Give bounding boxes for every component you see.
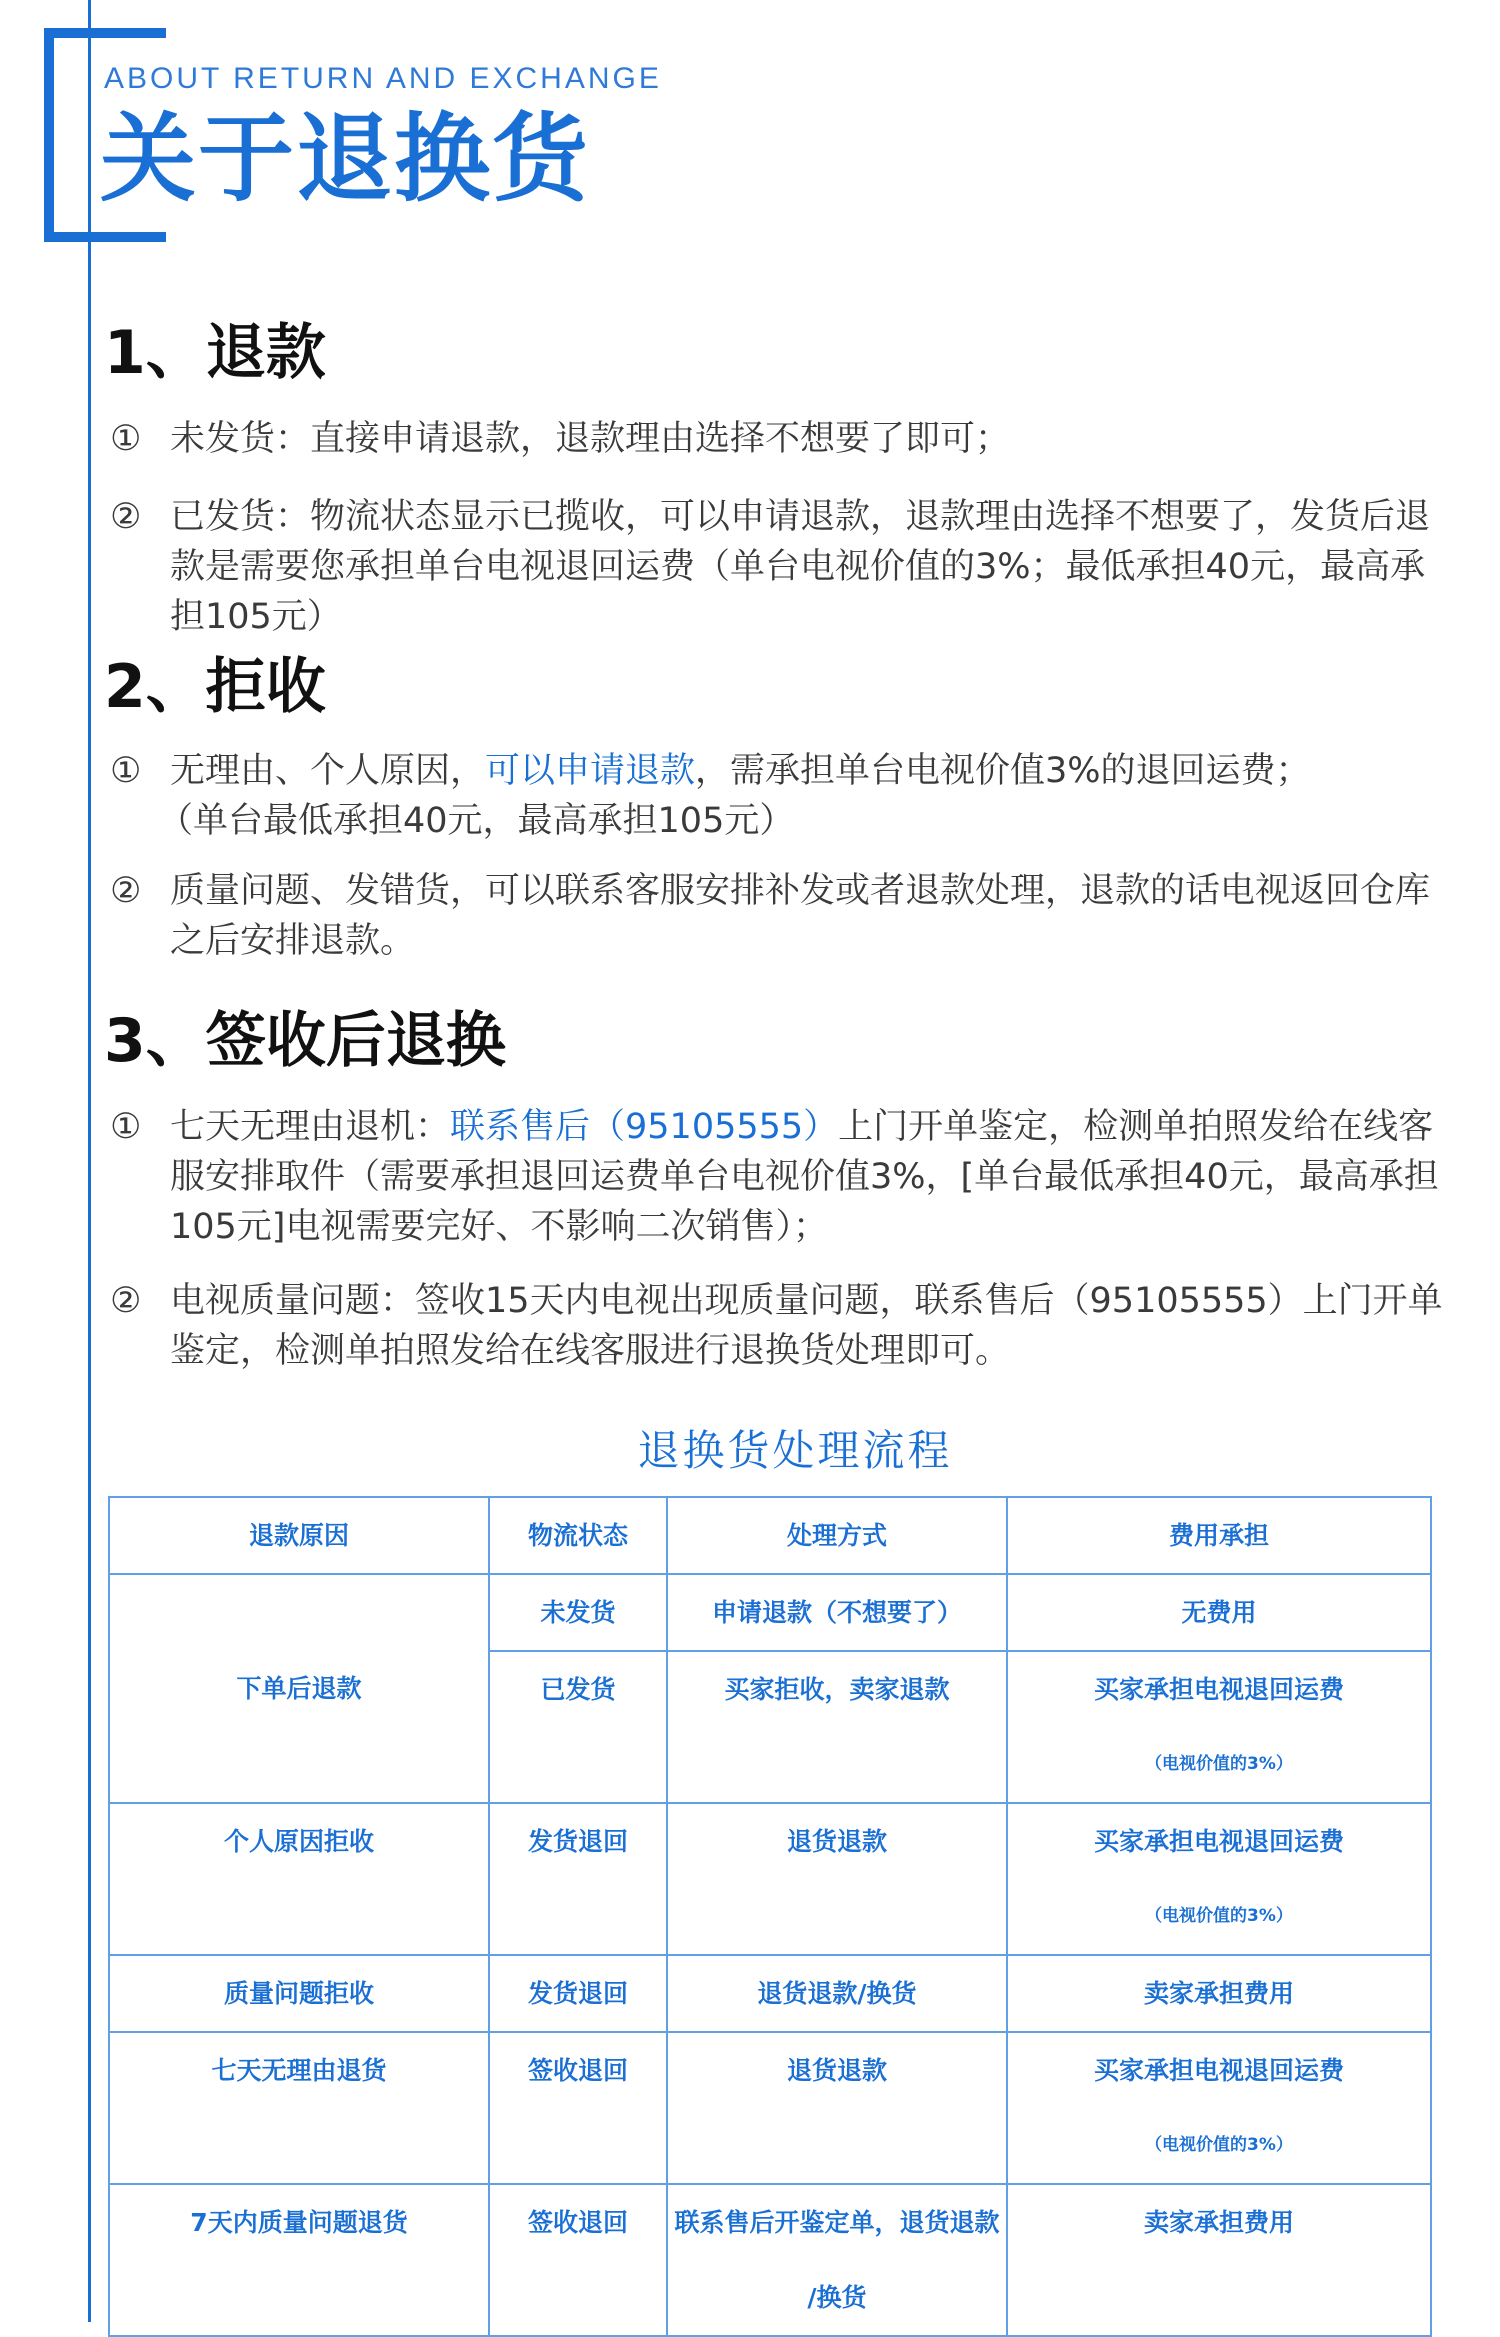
table-row xyxy=(109,2184,1431,2260)
fee-note: （电视价值的3%） xyxy=(1145,2135,1293,2155)
item-text: 已发货：物流状态显示已揽收，可以申请退款，退款理由选择不想要了，发货后退款是需要您承担单台电视退回运费（单台电视价值的3%；最低承担40元，最高承担105元） xyxy=(170,497,1431,637)
fee-note: （电视价值的3%） xyxy=(1145,1906,1293,1926)
item-text: 七天无理由退机：联系售后（95105555）上门开单鉴定，检测单拍照发给在线客服安排取件（需要承担退回运费单台电视价值3%，[单台最低承担40元，最高承担105元]电视需要完好、不影响二次销售）； xyxy=(170,1107,1439,1247)
flow-title: 退换货处理流程 xyxy=(637,1426,953,1475)
fee-note: （电视价值的3%） xyxy=(1145,1754,1293,1774)
table-cell: 买家承担电视退回运费 （电视价值的3%） xyxy=(1007,1651,1431,1803)
table-cell: 退货退款/换货 xyxy=(667,1955,1007,2032)
table-cell: 买家承担电视退回运费 （电视价值的3%） xyxy=(1007,2032,1431,2184)
item-number: ② xyxy=(110,497,142,537)
item-number: ② xyxy=(110,871,142,911)
table-cell: 已发货 xyxy=(489,1651,667,1803)
table-cell: 个人原因拒收 xyxy=(109,1803,489,1955)
list-item xyxy=(110,1102,1460,1252)
section-title-after-sign: 3、签收后退换 xyxy=(104,1006,506,1076)
table-cell: 未发货 xyxy=(489,1574,667,1651)
refund-link[interactable]: 可以申请退款 xyxy=(485,751,696,791)
table-cell: 卖家承担费用 xyxy=(1007,1955,1431,2032)
item-text: 无理由、个人原因，可以申请退款，需承担单台电视价值3%的退回运费； xyxy=(170,751,1311,791)
bracket-decoration xyxy=(44,28,166,38)
table-cell: 质量问题拒收 xyxy=(109,1955,489,2032)
table-row xyxy=(109,1574,1431,1651)
list-item xyxy=(110,492,1460,642)
table-cell: 七天无理由退货 xyxy=(109,2032,489,2184)
item-number: ② xyxy=(110,1281,142,1321)
item-number: ① xyxy=(110,1107,142,1147)
column-header: 费用承担 xyxy=(1007,1497,1431,1574)
item-text: 质量问题、发错货，可以联系客服安排补发或者退款处理，退款的话电视返回仓库之后安排退款。 xyxy=(170,871,1431,961)
table-cell: 卖家承担费用 xyxy=(1007,2184,1431,2336)
table-cell: 下单后退款 xyxy=(109,1574,489,1803)
bracket-decoration xyxy=(44,232,166,242)
list-item xyxy=(110,866,1460,966)
table-header-row xyxy=(109,1497,1431,1574)
column-header: 物流状态 xyxy=(489,1497,667,1574)
list-item xyxy=(110,1276,1460,1376)
column-header: 处理方式 xyxy=(667,1497,1007,1574)
after-sales-link[interactable]: 联系售后（95105555） xyxy=(450,1107,839,1147)
bracket-decoration xyxy=(44,28,54,242)
table-cell: 7天内质量问题退货 xyxy=(109,2184,489,2336)
table-cell: 无费用 xyxy=(1007,1574,1431,1651)
table-cell: 联系售后开鉴定单，退货退款 /换货 xyxy=(667,2184,1007,2336)
table-cell: 退货退款 xyxy=(667,1803,1007,1955)
table-cell: 发货退回 xyxy=(489,1803,667,1955)
page-title: 关于退换货 xyxy=(100,103,590,215)
item-text: 未发货：直接申请退款，退款理由选择不想要了即可； xyxy=(170,419,1011,459)
table-cell: 签收退回 xyxy=(489,2184,667,2336)
table-cell: 退货退款 xyxy=(667,2032,1007,2184)
list-item xyxy=(110,414,1460,464)
table-cell: 发货退回 xyxy=(489,1955,667,2032)
flow-table xyxy=(108,1496,1432,2337)
section-title-refund: 1、退款 xyxy=(104,318,326,388)
table-cell: 申请退款（不想要了） xyxy=(667,1574,1007,1651)
item-number: ① xyxy=(110,419,142,459)
table-cell: 买家承担电视退回运费 （电视价值的3%） xyxy=(1007,1803,1431,1955)
item-text: 电视质量问题：签收15天内电视出现质量问题，联系售后（95105555）上门开单鉴定，检测单拍照发给在线客服进行退换货处理即可。 xyxy=(170,1281,1443,1371)
column-header: 退款原因 xyxy=(109,1497,489,1574)
item-number: ① xyxy=(110,751,142,791)
table-row xyxy=(109,1955,1431,2032)
table-cell: 签收退回 xyxy=(489,2032,667,2184)
header-subtitle: ABOUT RETURN AND EXCHANGE xyxy=(104,62,662,95)
left-accent-line xyxy=(88,0,91,2322)
table-cell: 买家拒收，卖家退款 xyxy=(667,1651,1007,1803)
item-text-line2: （单台最低承担40元，最高承担105元） xyxy=(158,801,795,841)
list-item xyxy=(110,746,1460,846)
method-line2: /换货 xyxy=(807,2283,867,2312)
section-title-reject: 2、拒收 xyxy=(104,652,326,722)
table-row xyxy=(109,1803,1431,1879)
table-row xyxy=(109,2032,1431,2108)
